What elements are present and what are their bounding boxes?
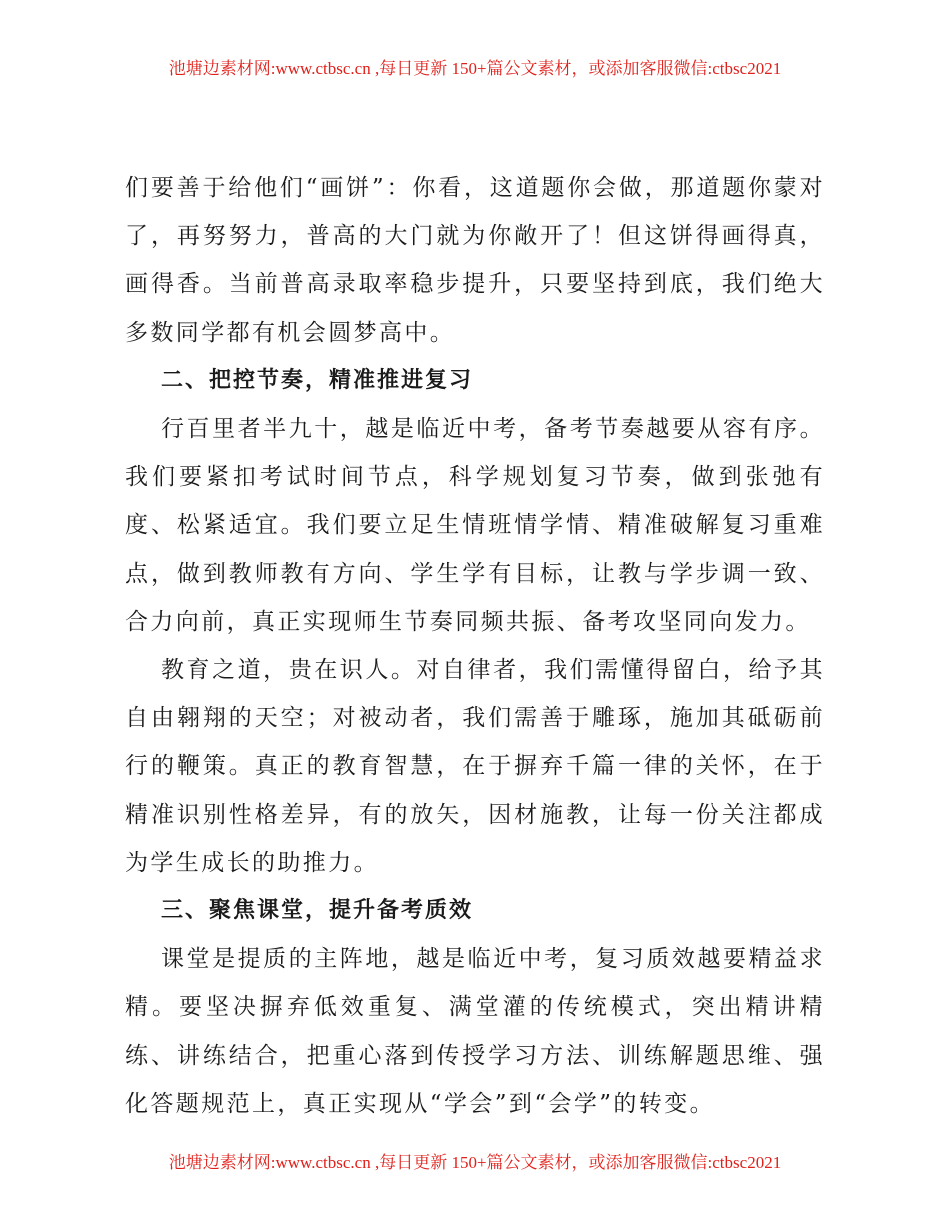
paragraph-education: 教育之道，贵在识人。对自律者，我们需懂得留白，给予其自由翱翔的天空；对被动者，我们需善于雕琢，施加其砥砺前行的鞭策。真正的教育智慧，在于摒弃千篇一律的关怀，在于精准识别性格差异，有的放矢，因材施教，让每一份关注都成为学生成长的助推力。 bbox=[125, 657, 825, 876]
paragraph-classroom: 课堂是提质的主阵地，越是临近中考，复习质效越要精益求精。要坚决摒弃低效重复、满堂灌的传统模式，突出精讲精练、讲练结合，把重心落到传授学习方法、训练解题思维、强化答题规范上，真正实现从“学会”到“会学”的转变。 bbox=[125, 946, 825, 1117]
paragraph-continued: 们要善于给他们“画饼”：你看，这道题你会做，那道题你蒙对了，再努努力，普高的大门就为你敞开了！但这饼得画得真，画得香。当前普高录取率稳步提升，只要坚持到底，我们绝大多数同学都有机会圆梦高中。 bbox=[125, 175, 825, 346]
section-heading-3: 三、聚焦课堂，提升备考质效 bbox=[161, 898, 474, 924]
header-watermark: 池塘边素材网:www.ctbsc.cn ,每日更新 150+篇公文素材，或添加客服微信:ctbsc2021 bbox=[168, 59, 782, 78]
paragraph-rhythm: 行百里者半九十，越是临近中考，备考节奏越要从容有序。我们要紧扣考试时间节点，科学规划复习节奏，做到张弛有度、松紧适宜。我们要立足生情班情学情、精准破解复习重难点，做到教师教有方向、学生学有目标，让教与学步调一致、合力向前，真正实现师生节奏同频共振、备考攻坚同向发力。 bbox=[125, 416, 825, 635]
document-body bbox=[125, 164, 825, 1128]
section-heading-2: 二、把控节奏，精准推进复习 bbox=[161, 367, 474, 393]
footer-watermark: 池塘边素材网:www.ctbsc.cn ,每日更新 150+篇公文素材，或添加客服微信:ctbsc2021 bbox=[168, 1153, 782, 1172]
